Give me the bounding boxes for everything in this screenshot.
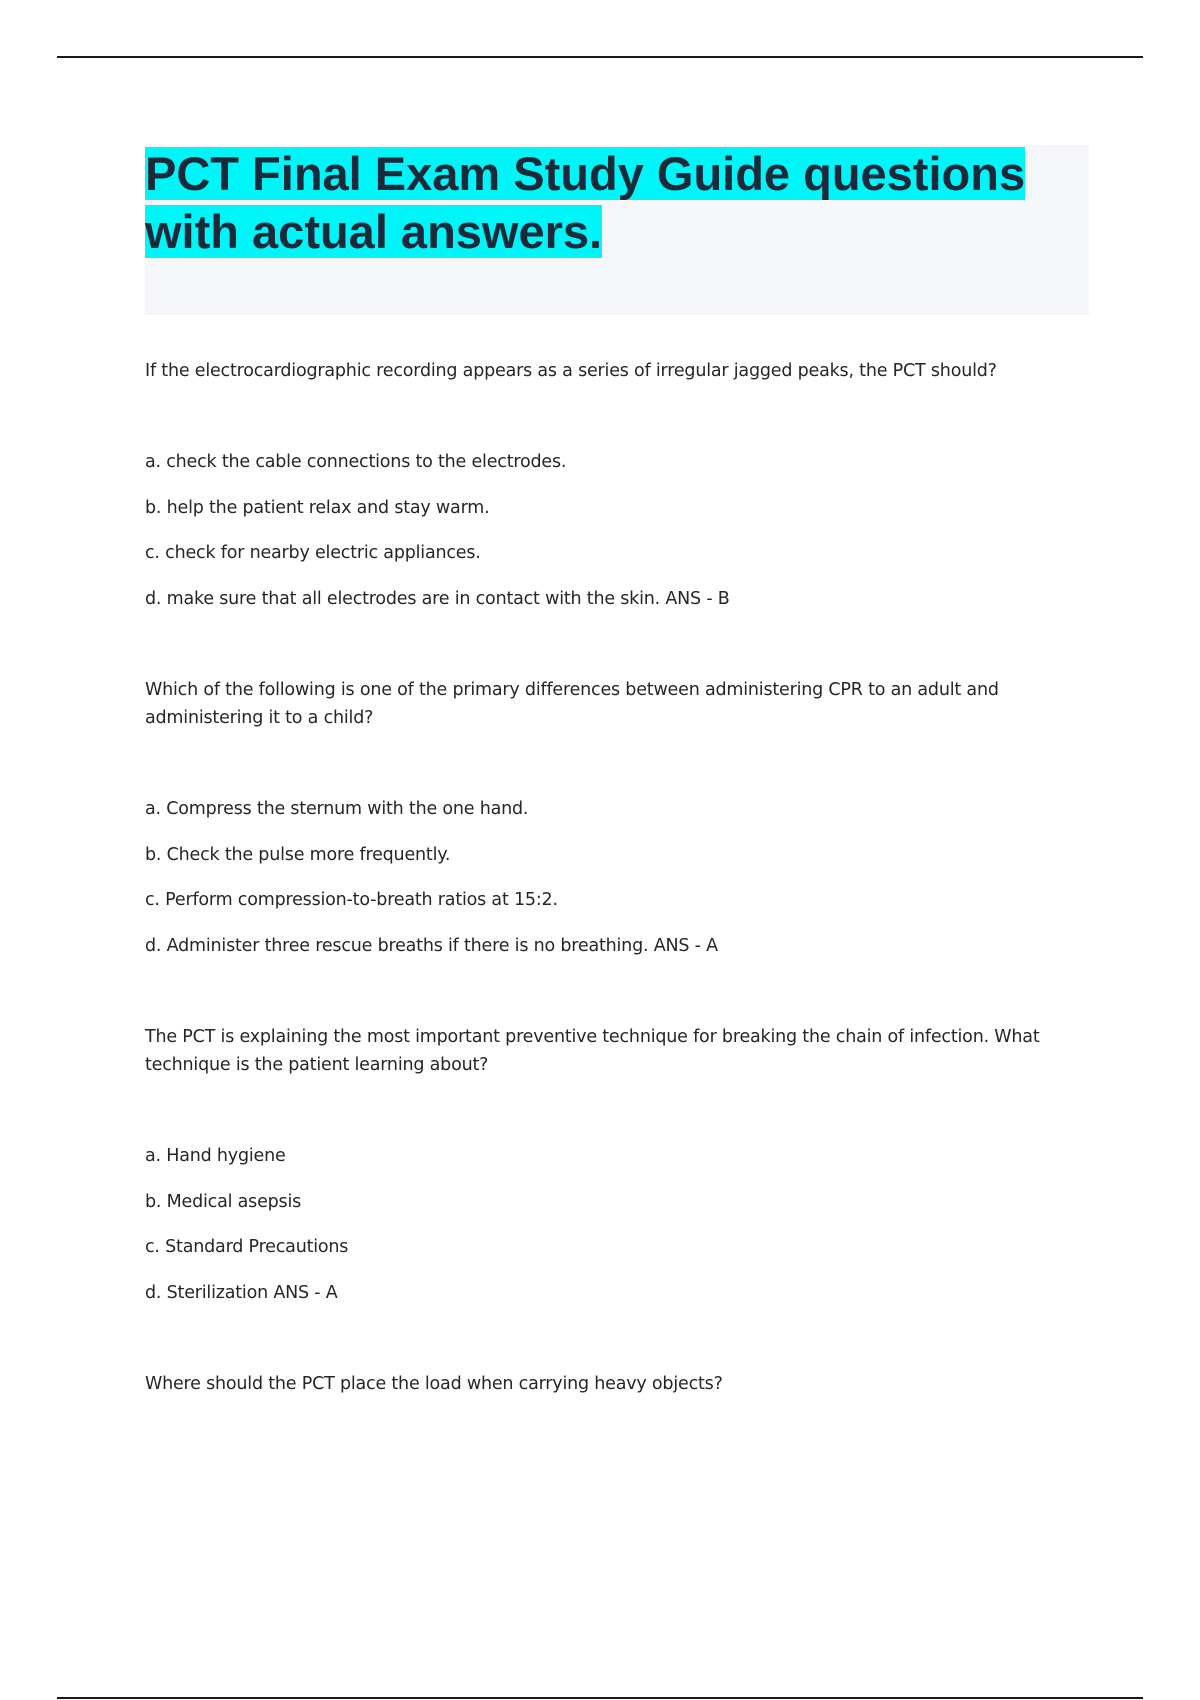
question-3-option-a: a. Hand hygiene <box>145 1146 286 1166</box>
question-2-option-b: b. Check the pulse more frequently. <box>145 845 451 865</box>
question-3-option-c: c. Standard Precautions <box>145 1237 349 1257</box>
question-2-text: Which of the following is one of the primary differences between administering CPR to an adult and administering it to a child? <box>145 680 999 728</box>
question-1-option-a: a. check the cable connections to the electrodes. <box>145 452 567 472</box>
header-rule <box>57 56 1143 58</box>
title-highlight: PCT Final Exam Study Guide questions with actual answers. <box>145 147 1026 258</box>
footer-rule <box>57 1697 1143 1699</box>
document-title <box>145 145 1089 261</box>
question-2-option-a: a. Compress the sternum with the one hand. <box>145 799 529 819</box>
question-3-option-d: d. Sterilization ANS - A <box>145 1283 338 1303</box>
question-2-option-c: c. Perform compression-to-breath ratios at 15:2. <box>145 890 558 910</box>
question-1-option-b: b. help the patient relax and stay warm. <box>145 498 490 518</box>
question-3-text: The PCT is explaining the most important preventive technique for breaking the chain of infection. What technique is the patient learning about? <box>145 1027 1040 1075</box>
question-4-text: Where should the PCT place the load when carrying heavy objects? <box>145 1374 723 1394</box>
title-block <box>145 145 1089 315</box>
question-1-option-d: d. make sure that all electrodes are in contact with the skin. ANS - B <box>145 589 730 609</box>
question-1-option-c: c. check for nearby electric appliances. <box>145 543 481 563</box>
question-2-option-d: d. Administer three rescue breaths if there is no breathing. ANS - A <box>145 936 718 956</box>
question-3-option-b: b. Medical asepsis <box>145 1192 302 1212</box>
question-1-text: If the electrocardiographic recording appears as a series of irregular jagged peaks, the PCT should? <box>145 361 997 381</box>
